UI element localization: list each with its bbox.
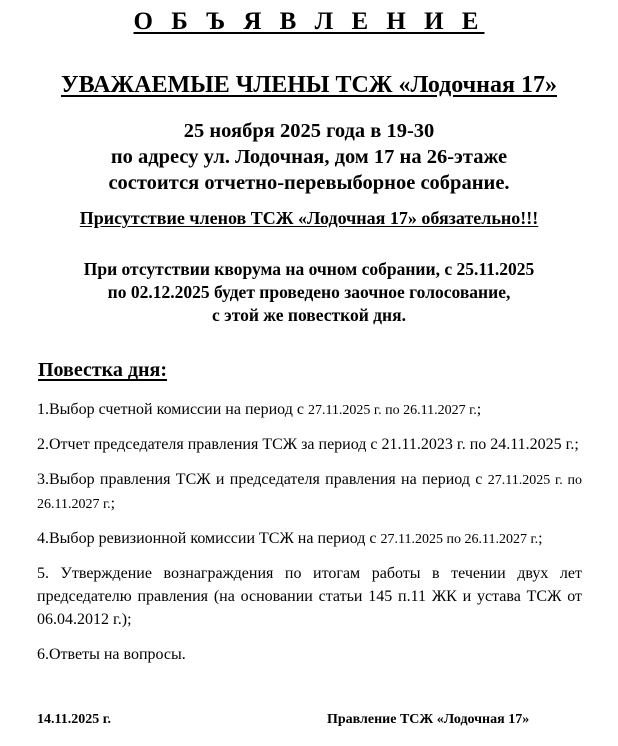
- agenda-heading: Повестка дня:: [38, 359, 168, 381]
- greeting-heading: УВАЖАЕМЫЕ ЧЛЕНЫ ТСЖ «Лодочная 17»: [60, 72, 557, 98]
- agenda-list: [37, 398, 582, 678]
- agenda-item: 1.Выбор счетной комиссии на период с 27.11.2025 г. по 26.11.2027 г.;: [37, 401, 482, 418]
- agenda-item: 4.Выбор ревизионной комиссии ТСЖ на период с 27.11.2025 по 26.11.2027 г.;: [37, 530, 543, 547]
- quorum-notice: [0, 258, 618, 327]
- attendance-notice: Присутствие членов ТСЖ «Лодочная 17» обязательно!!!: [79, 208, 539, 228]
- meeting-address-line: по адресу ул. Лодочная, дом 17 на 26-этаже: [110, 146, 508, 168]
- agenda-item: 5. Утверждение вознаграждения по итогам работы в течении двух лет председателю правления (на основании статьи 145 п.11 ЖК и устава ТСЖ от 06.04.2012 г.);: [37, 565, 582, 628]
- agenda-item: 6.Ответы на вопросы.: [37, 646, 186, 663]
- meeting-info: [0, 118, 618, 196]
- announcement-date: 14.11.2025 г.: [37, 712, 112, 727]
- announcement-title: О Б Ъ Я В Л Е Н И Е: [133, 8, 485, 35]
- meeting-type-line: состоится отчетно-перевыборное собрание.: [108, 172, 510, 194]
- agenda-item: 3.Выбор правления ТСЖ и председателя правления на период с 27.11.2025 г. по 26.11.2027 г.;: [37, 471, 583, 512]
- board-signature: Правление ТСЖ «Лодочная 17»: [327, 712, 530, 727]
- meeting-date-line: 25 ноября 2025 года в 19-30: [183, 120, 435, 142]
- quorum-line: При отсутствии кворума на очном собрании, с 25.11.2025: [83, 259, 535, 279]
- agenda-item: 2.Отчет председателя правления ТСЖ за период с 21.11.2023 г. по 24.11.2025 г.;: [37, 436, 579, 453]
- quorum-line: по 02.12.2025 будет проведено заочное голосование,: [107, 282, 511, 302]
- quorum-line: с этой же повесткой дня.: [212, 305, 406, 325]
